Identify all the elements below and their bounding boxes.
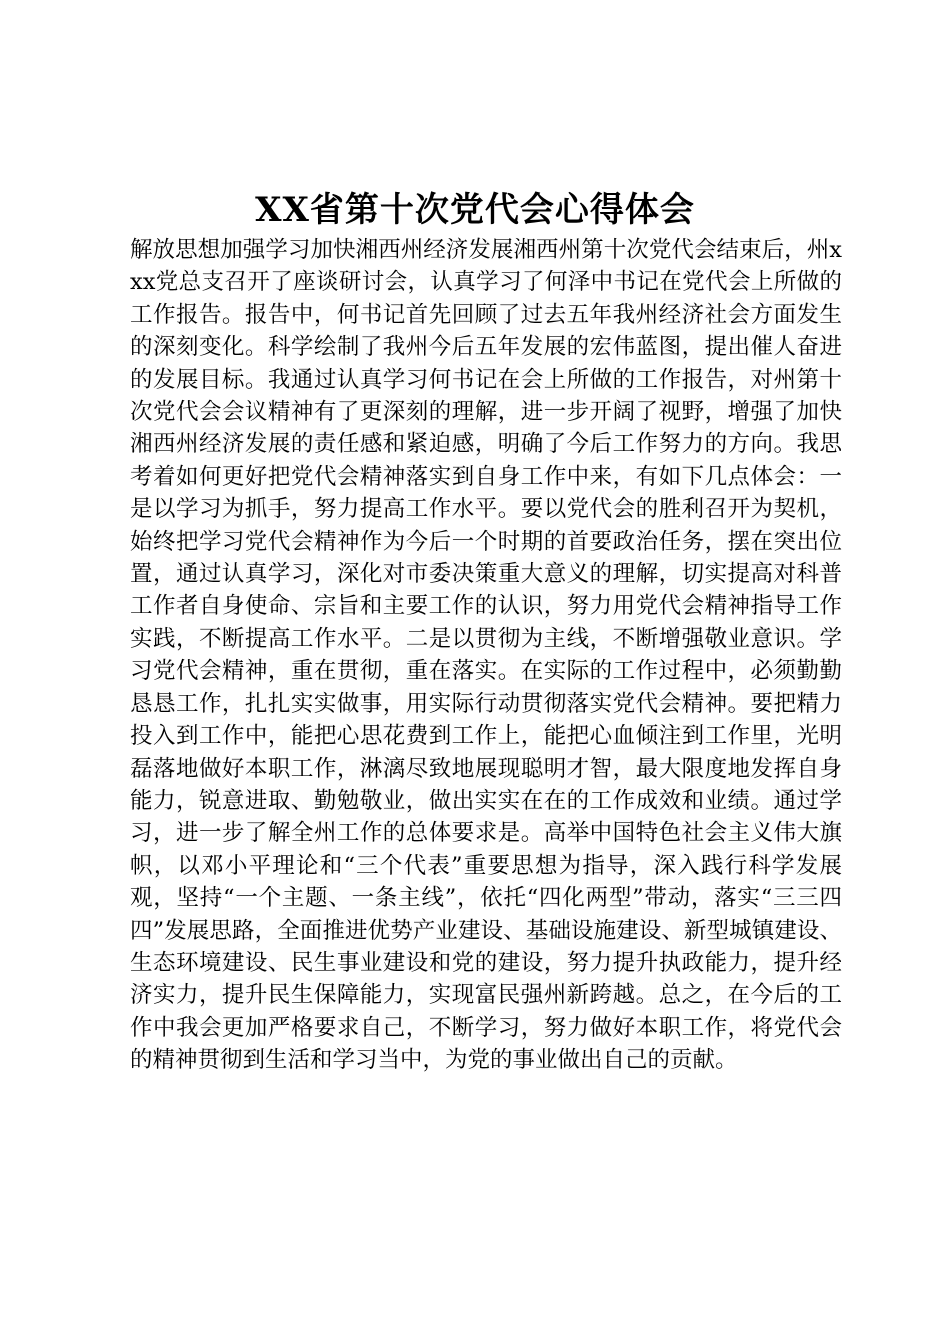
document-body: 解放思想加强学习加快湘西州经济发展湘西州第十次党代会结束后，州xxx党总支召开了座谈研讨会，认真学习了何泽中书记在党代会上所做的工作报告。报告中，何书记首先回顾了过去五年我州经济社会方面发生的深刻变化。科学绘制了我州今后五年发展的宏伟蓝图，提出催人奋进的发展目标。我通过认真学习何书记在会上所做的工作报告，对州第十次党代会会议精神有了更深刻的理解，进一步开阔了视野，增强了加快湘西州经济发展的责任感和紧迫感，明确了今后工作努力的方向。我思考着如何更好把党代会精神落实到自身工作中来，有如下几点体会：一是以学习为抓手，努力提高工作水平。要以党代会的胜利召开为契机，始终把学习党代会精神作为今后一个时期的首要政治任务，摆在突出位置，通过认真学习，深化对市委决策重大意义的理解，切实提高对科普工作者自身使命、宗旨和主要工作的认识，努力用党代会精神指导工作实践，不断提高工作水平。二是以贯彻为主线，不断增强敬业意识。学习党代会精神，重在贯彻，重在落实。在实际的工作过程中，必须勤勤恳恳工作，扎扎实实做事，用实际行动贯彻落实党代会精神。要把精力投入到工作中，能把心思花费到工作上，能把心血倾注到工作里，光明磊落地做好本职工作，淋漓尽致地展现聪明才智，最大限度地发挥自身能力，锐意进取、勤勉敬业，做出实实在在的工作成效和业绩。通过学习，进一步了解全州工作的总体要求是。高举中国特色社会主义伟大旗帜，以邓小平理论和“三个代表”重要思想为指导，深入践行科学发展观，坚持“一个主题、一条主线”，依托“四化两型”带动，落实“三三四四”发展思路，全面推进优势产业建设、基础设施建设、新型城镇建设、生态环境建设、民生事业建设和党的建设，努力提升执政能力，提升经济实力，提升民生保障能力，实现富民强州新跨越。总之，在今后的工作中我会更加严格要求自己，不断学习，努力做好本职工作，将党代会的精神贯彻到生活和学习当中，为党的事业做出自己的贡献。 — [130, 237, 842, 1074]
document-title: XX省第十次党代会心得体会 — [255, 190, 695, 230]
